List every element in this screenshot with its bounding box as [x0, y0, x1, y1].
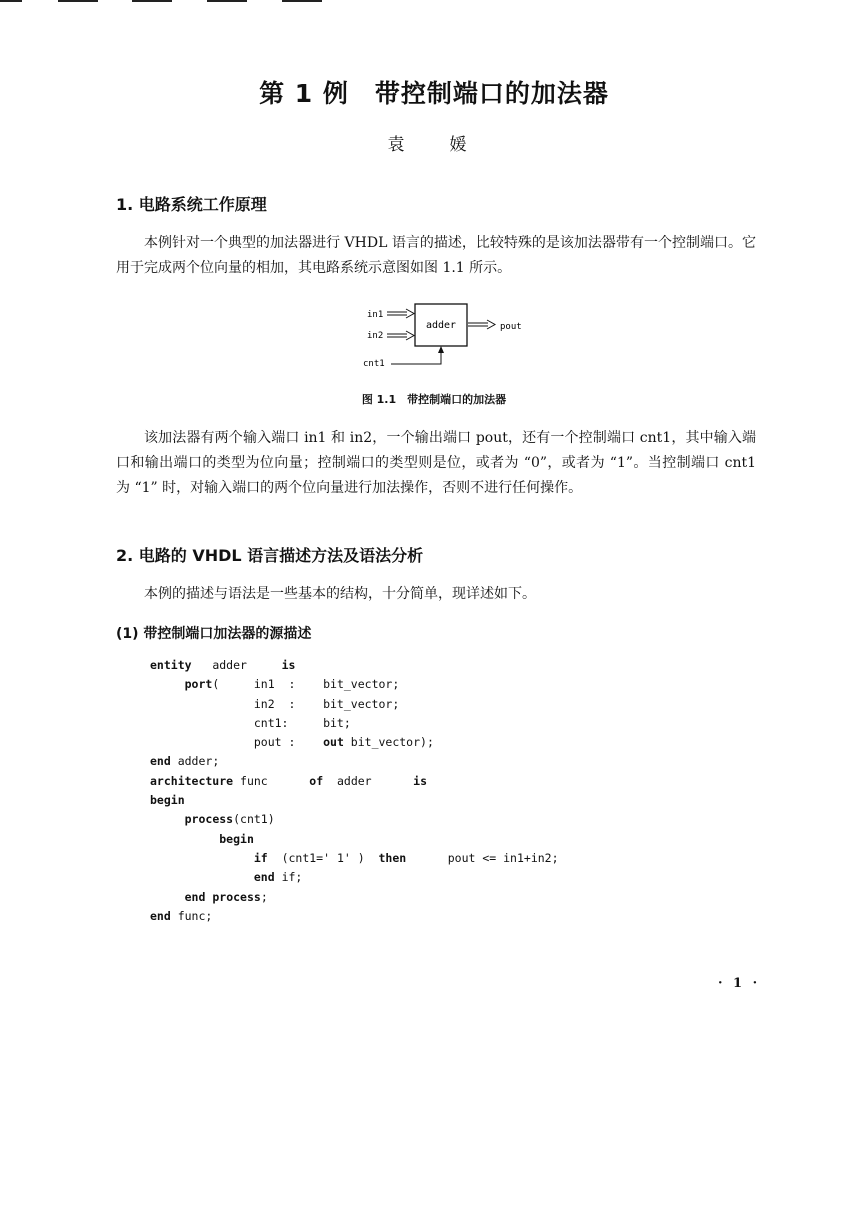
author-name: 袁 媛 [387, 135, 481, 155]
section1-paragraph-1: 本例针对一个典型的加法器进行 VHDL 语言的描述，比较特殊的是该加法器带有一个控制端口。它用于完成两个位向量的相加，其电路系统示意图如图 1.1 所示。 [116, 235, 756, 276]
code-line: end process; [184, 889, 268, 904]
code-line: process(cnt1) [184, 812, 275, 827]
code-line: architecture func of adder is [150, 773, 427, 788]
pout-label: pout [500, 322, 522, 332]
code-line: in2 : bit_vector; [150, 696, 400, 711]
code-line: cnt1: bit; [150, 715, 351, 730]
in2-bus-arrow [387, 331, 414, 340]
in1-bus-arrow [387, 309, 414, 318]
code-line: begin [219, 831, 254, 846]
in1-label: in1 [367, 310, 384, 320]
cnt1-arrowhead [438, 346, 444, 353]
code-line: end func; [150, 908, 213, 923]
adder-block-diagram [355, 298, 535, 378]
code-line: entity adder is [150, 658, 296, 672]
code-line: begin [150, 793, 185, 808]
cnt1-label: cnt1 [363, 359, 385, 369]
scan-mark [132, 0, 172, 2]
section-heading-2: 2. 电路的 VHDL 语言描述方法及语法分析 [116, 546, 424, 565]
scan-mark [58, 0, 98, 2]
cnt1-control-line [391, 351, 441, 364]
page-number: · 1 · [718, 976, 761, 991]
scan-mark [282, 0, 322, 2]
subsection-heading-1: (1) 带控制端口加法器的源描述 [116, 626, 312, 642]
scan-mark [0, 0, 22, 2]
code-line: if (cnt1=' 1' ) then pout <= in1+in2; [253, 850, 559, 865]
scan-mark [207, 0, 247, 2]
adder-label: adder [425, 320, 457, 331]
code-line: port( in1 : bit_vector; [184, 677, 400, 692]
code-line: end adder; [150, 754, 220, 769]
pout-bus-arrow [468, 320, 495, 329]
code-line: end if; [253, 870, 303, 885]
in2-label: in2 [367, 331, 384, 341]
section-heading-1: 1. 电路系统工作原理 [116, 195, 267, 214]
figure-caption: 图 1.1 带控制端口的加法器 [361, 393, 507, 406]
code-line: pout : out bit_vector); [150, 735, 434, 750]
vhdl-code-listing [150, 656, 559, 926]
page-title: 第 1 例 带控制端口的加法器 [259, 79, 609, 108]
section2-paragraph: 本例的描述与语法是一些基本的结构，十分简单，现详述如下。 [144, 586, 536, 602]
section1-paragraph-2: 该加法器有两个输入端口 in1 和 in2，一个输出端口 pout，还有一个控制端口 cnt1，其中输入端口和输出端口的类型为位向量；控制端口的类型则是位，或者为 “0”，或者为 “1”。当控制端口 cnt1 为 “1” 时，对输入端口的两个位向量进行加法操作，否则不进行任何操作。 [116, 430, 756, 496]
